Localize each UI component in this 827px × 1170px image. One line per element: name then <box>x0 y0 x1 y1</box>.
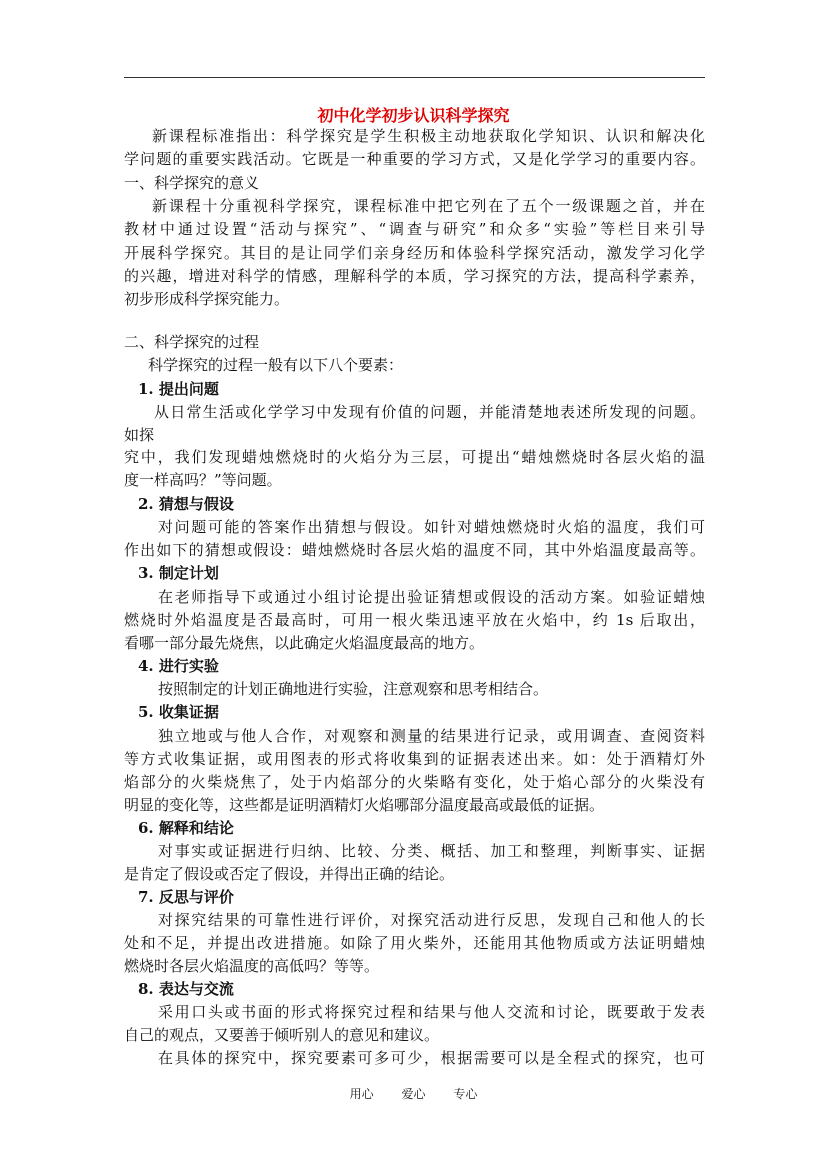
paragraph-line: 初步形成科学探究能力。 <box>124 290 290 308</box>
page-footer <box>0 1085 827 1102</box>
paragraph-line: 焰部分的火柴烧焦了，处于内焰部分的火柴略有变化，处于焰心部分的火柴没有 <box>124 773 705 791</box>
step-heading: 5. 收集证据 <box>138 703 219 721</box>
paragraph-line: 等方式收集证据，或用图表的形式将收集到的证据表述出来。如：处于酒精灯外 <box>124 750 705 768</box>
paragraph-line: 在具体的探究中，探究要素可多可少，根据需要可以是全程式的探究，也可 <box>158 1049 705 1067</box>
paragraph-line: 独立地或与他人合作，对观察和测量的结果进行记录，或用调查、查阅资料 <box>158 727 705 745</box>
paragraph-line: 燃烧时外焰温度是否最高时，可用一根火柴迅速平放在火焰中，约 1s 后取出， <box>124 611 705 629</box>
step-heading: 7. 反思与评价 <box>138 888 234 906</box>
document-title: 初中化学初步认识科学探究 <box>317 106 510 125</box>
paragraph-line: 自己的观点，又要善于倾听别人的意见和建议。 <box>124 1026 440 1044</box>
paragraph-line: 作出如下的猜想或假设：蜡烛燃烧时各层火焰的温度不同，其中外焰温度最高等。 <box>124 541 705 559</box>
footer-text: 用心 <box>349 1087 374 1101</box>
paragraph-line: 的兴趣，增进对科学的情感，理解科学的本质，学习探究的方法，提高科学素养， <box>124 267 705 285</box>
paragraph-line: 学问题的重要实践活动。它既是一种重要的学习方式，又是化学学习的重要内容。 <box>124 150 705 168</box>
paragraph-line: 科学探究的过程一般有以下八个要素： <box>148 356 404 374</box>
paragraph-line: 对事实或证据进行归纳、比较、分类、概括、加工和整理，判断事实、证据 <box>158 842 705 860</box>
paragraph-line: 对探究结果的可靠性进行评价，对探究活动进行反思，发现自己和他人的长 <box>158 911 705 929</box>
paragraph-line: 燃烧时各层火焰温度的高低吗？等等。 <box>124 957 380 975</box>
paragraph-line: 开展科学探究。其目的是让同学们亲身经历和体验科学探究活动，激发学习化学 <box>124 244 705 262</box>
step-heading: 1. 提出问题 <box>138 380 219 398</box>
paragraph-line: 采用口头或书面的形式将探究过程和结果与他人交流和讨论，既要敢于发表 <box>158 1003 705 1021</box>
paragraph-line: 教材中通过设置“活动与探究”、“调查与研究”和众多“实验”等栏目来引导 <box>124 220 705 238</box>
paragraph-line: 从日常生活或化学学习中发现有价值的问题，并能清楚地表述所发现的问题。 <box>154 403 705 421</box>
footer-text: 专心 <box>453 1087 478 1101</box>
paragraph-line: 看哪一部分最先烧焦，以此确定火焰温度最高的地方。 <box>124 634 485 652</box>
step-heading: 4. 进行实验 <box>138 657 219 675</box>
section-heading: 一、科学探究的意义 <box>124 174 260 192</box>
step-heading: 3. 制定计划 <box>138 564 219 582</box>
footer-text: 爱心 <box>401 1087 426 1101</box>
paragraph-line: 对问题可能的答案作出猜想与假设。如针对蜡烛燃烧时火焰的温度，我们可 <box>158 518 705 536</box>
step-heading: 8. 表达与交流 <box>138 980 234 998</box>
paragraph-line: 究中，我们发现蜡烛燃烧时的火焰分为三层，可提出“蜡烛燃烧时各层火焰的温 <box>124 448 705 466</box>
paragraph-line: 处和不足，并提出改进措施。如除了用火柴外，还能用其他物质或方法证明蜡烛 <box>124 934 705 952</box>
section-heading: 二、科学探究的过程 <box>124 333 260 351</box>
paragraph-line: 明显的变化等，这些都是证明酒精灯火焰哪部分温度最高或最低的证据。 <box>124 796 605 814</box>
paragraph-line: 按照制定的计划正确地进行实验，注意观察和思考相结合。 <box>158 680 549 698</box>
paragraph-line: 在老师指导下或通过小组讨论提出验证猜想或假设的活动方案。如验证蜡烛 <box>158 588 705 606</box>
step-heading: 6. 解释和结论 <box>138 819 234 837</box>
paragraph-line: 是肯定了假设或否定了假设，并得出正确的结论。 <box>124 865 455 883</box>
paragraph-line: 新课程十分重视科学探究，课程标准中把它列在了五个一级课题之首，并在 <box>152 197 705 215</box>
header-rule <box>124 77 705 78</box>
step-heading: 2. 猜想与假设 <box>138 495 234 513</box>
paragraph-line: 如探 <box>124 426 155 444</box>
paragraph-line: 新课程标准指出：科学探究是学生积极主动地获取化学知识、认识和解决化 <box>152 127 705 145</box>
paragraph-line: 度一样高吗？”等问题。 <box>124 471 282 489</box>
